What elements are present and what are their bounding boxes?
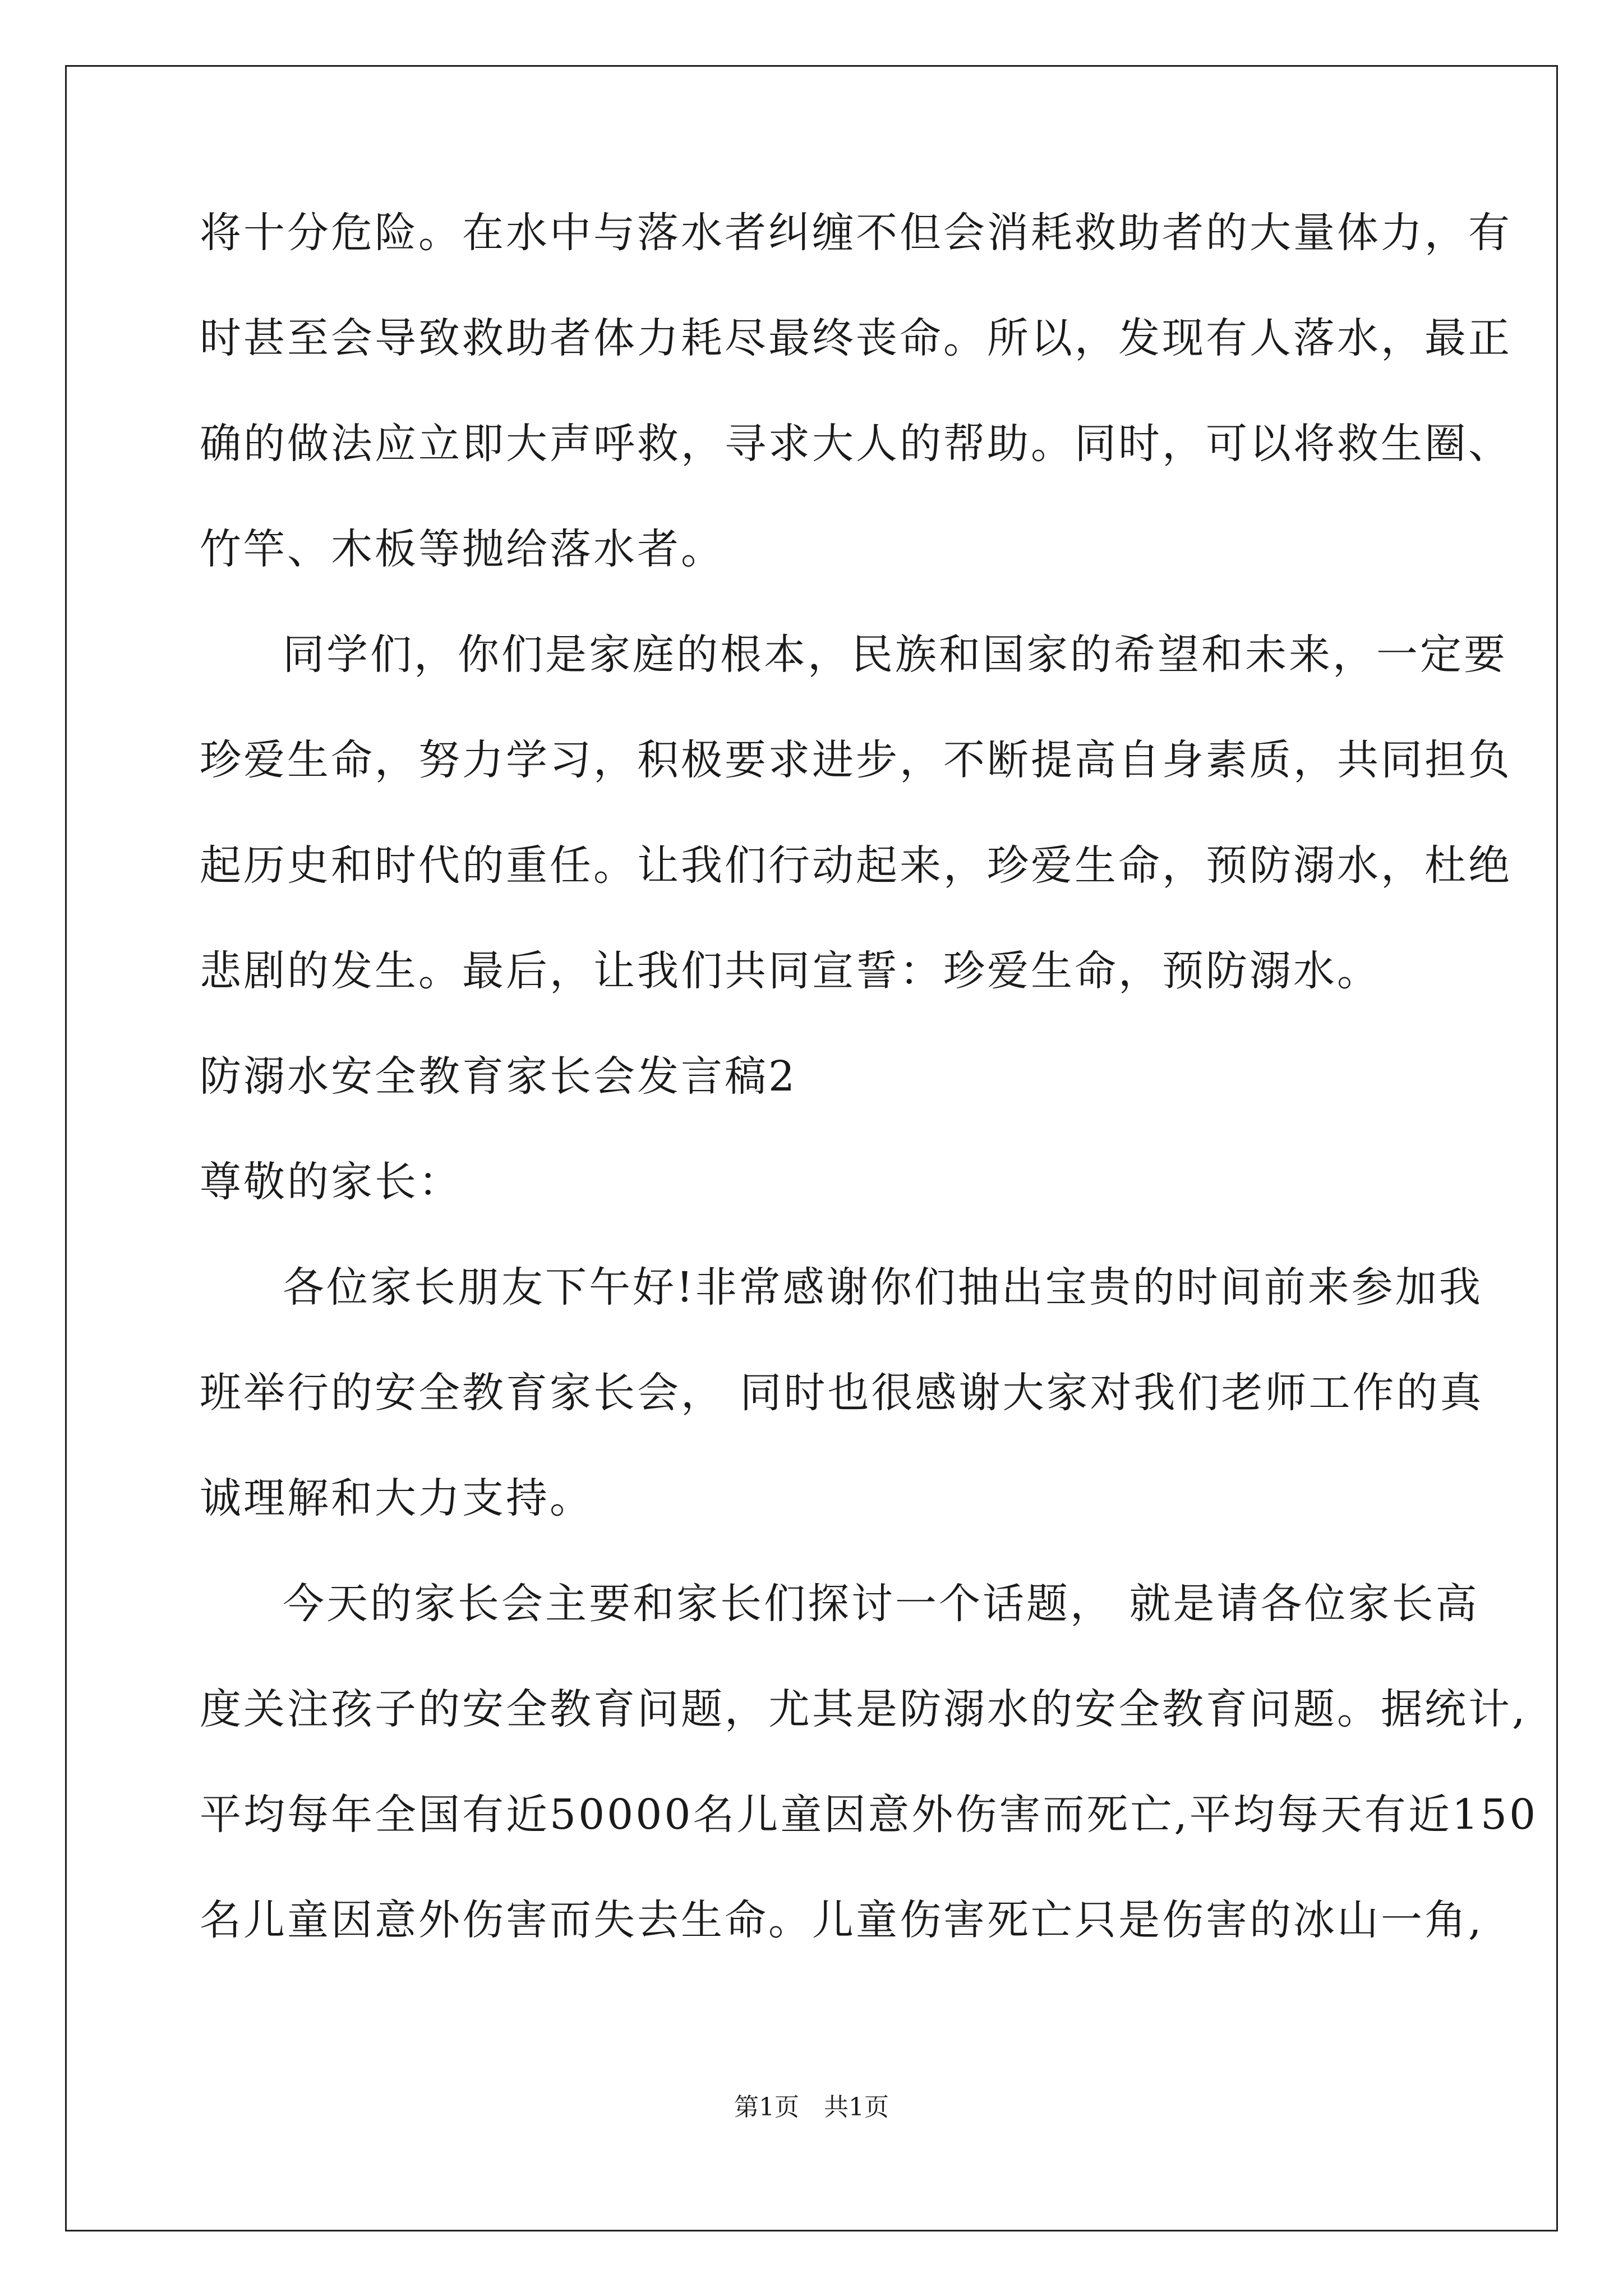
text-line: 确的做法应立即大声呼救，寻求大人的帮助。同时，可以将救生圈、 bbox=[200, 420, 1512, 468]
text-line: 平均每年全国有近50000名儿童因意外伤害而死亡,平均每天有近150 bbox=[200, 1791, 1538, 1839]
text-line: 诚理解和大力支持。 bbox=[200, 1474, 593, 1522]
text-line: 班举行的安全教育家长会， 同时也很感谢大家对我们老师工作的真 bbox=[200, 1369, 1484, 1417]
section-heading: 防溺水安全教育家长会发言稿2 bbox=[200, 1052, 797, 1101]
text-line: 悲剧的发生。最后，让我们共同宣誓：珍爱生命，预防溺水。 bbox=[200, 947, 1381, 995]
text-line: 各位家长朋友下午好!非常感谢你们抽出宝贵的时间前来参加我 bbox=[283, 1263, 1483, 1312]
salutation: 尊敬的家长： bbox=[200, 1158, 462, 1206]
text-line: 起历史和时代的重任。让我们行动起来，珍爱生命，预防溺水，杜绝 bbox=[200, 841, 1512, 890]
text-line: 竹竿、木板等抛给落水者。 bbox=[200, 525, 725, 573]
text-line: 珍爱生命，努力学习，积极要求进步，不断提高自身素质，共同担负 bbox=[200, 736, 1512, 784]
text-line: 同学们，你们是家庭的根本，民族和国家的希望和未来，一定要 bbox=[283, 631, 1507, 679]
text-line: 今天的家长会主要和家长们探讨一个话题， 就是请各位家长高 bbox=[283, 1580, 1479, 1628]
text-line: 将十分危险。在水中与落水者纠缠不但会消耗救助者的大量体力，有 bbox=[200, 209, 1512, 257]
text-line: 度关注孩子的安全教育问题，尤其是防溺水的安全教育问题。据统计, bbox=[200, 1685, 1528, 1733]
text-line: 名儿童因意外伤害而失去生命。儿童伤害死亡只是伤害的冰山一角, bbox=[200, 1896, 1484, 1944]
text-line: 时甚至会导致救助者体力耗尽最终丧命。所以，发现有人落水，最正 bbox=[200, 314, 1512, 362]
page-number-footer: 第1页 共1页 bbox=[734, 2093, 889, 2122]
